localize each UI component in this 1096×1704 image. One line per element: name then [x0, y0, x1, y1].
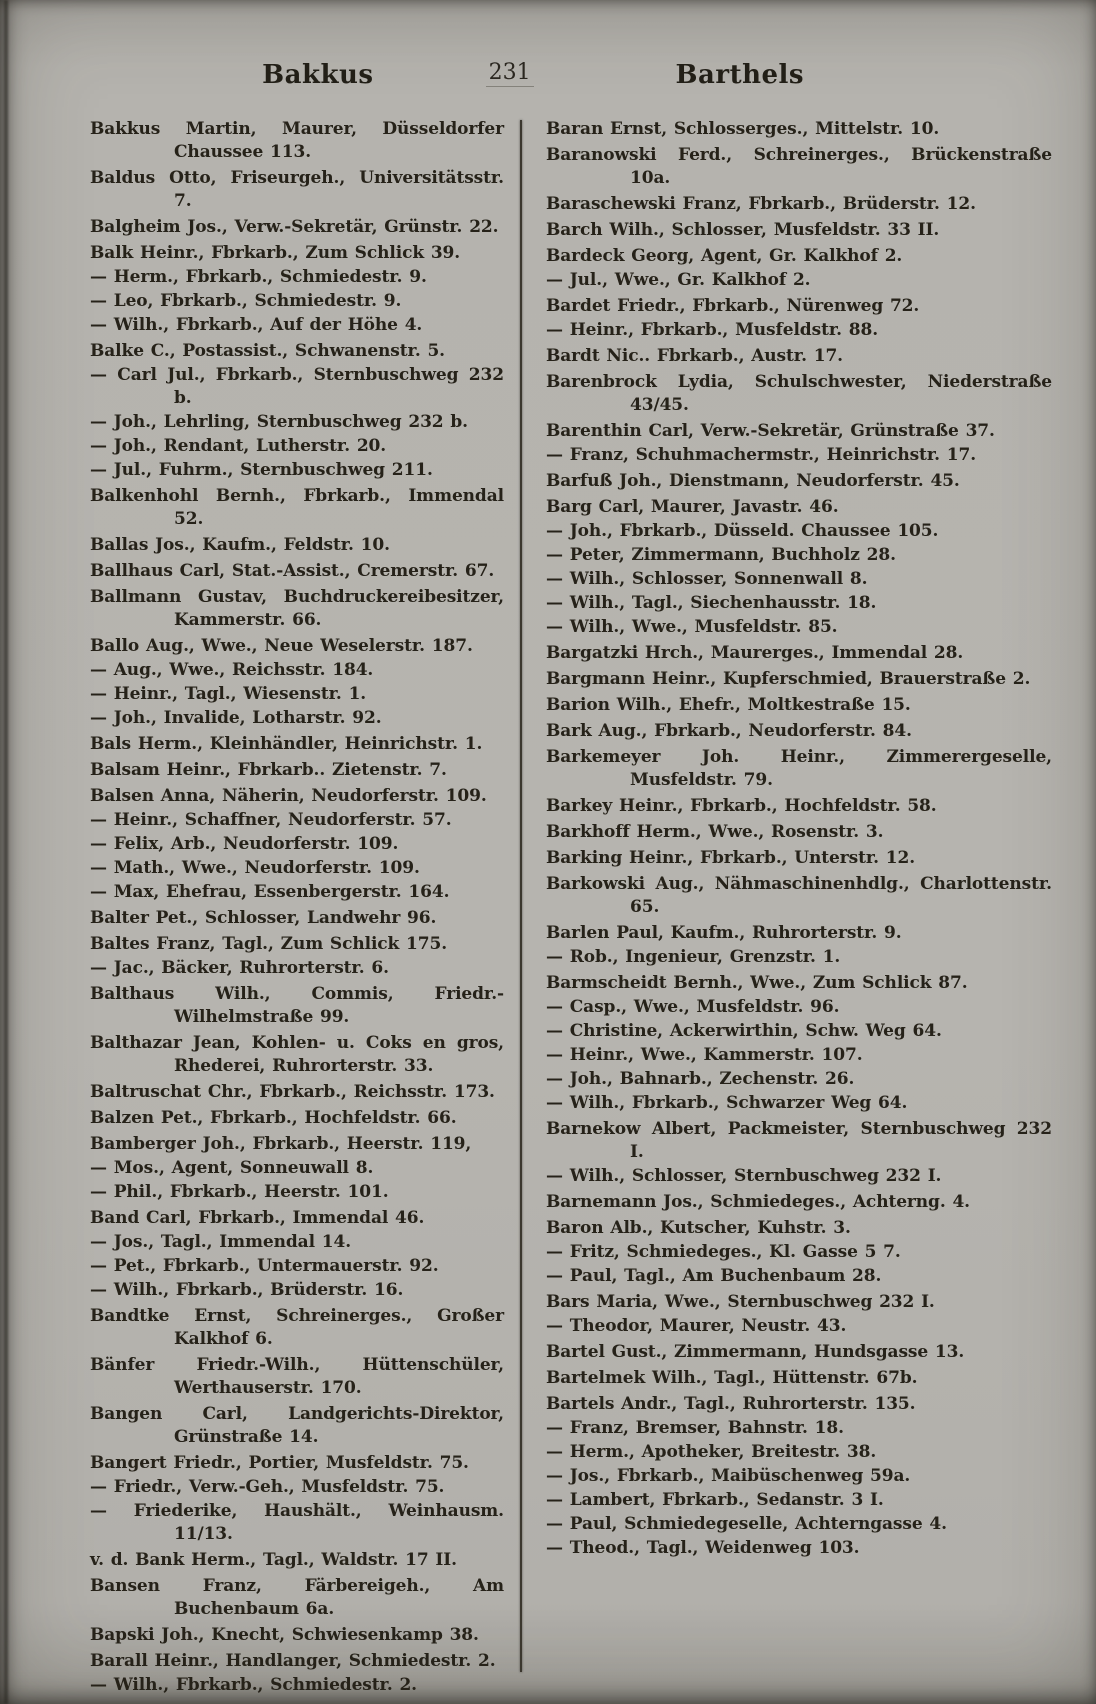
directory-entry: Bals Herm., Kleinhändler, Heinrichstr. 1. — [90, 734, 483, 754]
directory-entry: — Mos., Agent, Sonneuwall 8. — [90, 1158, 374, 1178]
directory-columns — [0, 104, 1096, 1698]
directory-entry: Bartels Andr., Tagl., Ruhrorterstr. 135. — [546, 1394, 916, 1414]
directory-entry: — Felix, Arb., Neudorferstr. 109. — [90, 834, 399, 854]
directory-entry: — Jos., Fbrkarb., Maibüschenweg 59a. — [546, 1466, 911, 1486]
directory-entry: Barenbrock Lydia, Schulschwester, Niederstraße 43/45. — [546, 372, 1052, 415]
directory-entry: Band Carl, Fbrkarb., Immendal 46. — [90, 1208, 425, 1228]
column-divider — [520, 120, 522, 1672]
directory-entry: Bargatzki Hrch., Maurerges., Immendal 28. — [546, 643, 964, 663]
header-guideword-left: Bakkus — [262, 60, 374, 90]
directory-entry: Bardet Friedr., Fbrkarb., Nürenweg 72. — [546, 296, 920, 316]
directory-entry: Barg Carl, Maurer, Javastr. 46. — [546, 497, 839, 517]
directory-entry: — Wilh., Fbrkarb., Brüderstr. 16. — [90, 1280, 404, 1300]
directory-entry: Baran Ernst, Schlosserges., Mittelstr. 10. — [546, 119, 940, 139]
directory-entry: — Christine, Ackerwirthin, Schw. Weg 64. — [546, 1021, 942, 1041]
directory-entry: v. d. Bank Herm., Tagl., Waldstr. 17 II. — [90, 1550, 457, 1570]
directory-entry: Barkey Heinr., Fbrkarb., Hochfeldstr. 58. — [546, 796, 937, 816]
directory-entry: — Jac., Bäcker, Ruhrorterstr. 6. — [90, 958, 389, 978]
directory-entry: Barnemann Jos., Schmiedeges., Achterng. 4. — [546, 1192, 971, 1212]
directory-entry: Bargmann Heinr., Kupferschmied, Brauerstraße 2. — [546, 669, 1031, 689]
directory-entry: — Wilh., Tagl., Siechenhausstr. 18. — [546, 593, 877, 613]
directory-entry: Balgheim Jos., Verw.-Sekretär, Grünstr. 22. — [90, 217, 499, 237]
directory-entry: Barall Heinr., Handlanger, Schmiedestr. 2. — [90, 1651, 496, 1671]
directory-entry: — Max, Ehefrau, Essenbergerstr. 164. — [90, 882, 450, 902]
directory-entry: Balzen Pet., Fbrkarb., Hochfeldstr. 66. — [90, 1108, 457, 1128]
directory-entry: Bamberger Joh., Fbrkarb., Heerstr. 119, — [90, 1134, 472, 1154]
directory-entry: — Wilh., Wwe., Musfeldstr. 85. — [546, 617, 838, 637]
directory-entry: Bardeck Georg, Agent, Gr. Kalkhof 2. — [546, 246, 903, 266]
directory-entry: Ballas Jos., Kaufm., Feldstr. 10. — [90, 535, 390, 555]
directory-entry: Bardt Nic.. Fbrkarb., Austr. 17. — [546, 346, 843, 366]
directory-entry: — Peter, Zimmermann, Buchholz 28. — [546, 545, 896, 565]
directory-entry: Bangert Friedr., Portier, Musfeldstr. 75. — [90, 1453, 469, 1473]
directory-entry: — Joh., Fbrkarb., Düsseld. Chaussee 105. — [546, 521, 939, 541]
directory-entry: — Leo, Fbrkarb., Schmiedestr. 9. — [90, 291, 402, 311]
directory-entry: — Theod., Tagl., Weidenweg 103. — [546, 1538, 860, 1558]
directory-entry: Baranowski Ferd., Schreinerges., Brückenstraße 10a. — [546, 145, 1052, 188]
directory-entry: Balsen Anna, Näherin, Neudorferstr. 109. — [90, 786, 487, 806]
directory-entry: Bartelmek Wilh., Tagl., Hüttenstr. 67b. — [546, 1368, 918, 1388]
directory-entry: Bark Aug., Fbrkarb., Neudorferstr. 84. — [546, 721, 912, 741]
directory-entry: — Pet., Fbrkarb., Untermauerstr. 92. — [90, 1256, 439, 1276]
directory-entry: Baltes Franz, Tagl., Zum Schlick 175. — [90, 934, 448, 954]
directory-entry: — Franz, Schuhmachermstr., Heinrichstr. 17. — [546, 445, 977, 465]
directory-entry: Baron Alb., Kutscher, Kuhstr. 3. — [546, 1218, 851, 1238]
directory-entry: Barkowski Aug., Nähmaschinenhdlg., Charlottenstr. 65. — [546, 874, 1052, 917]
directory-entry: Balthazar Jean, Kohlen- u. Coks en gros, Rhederei, Ruhrorterstr. 33. — [90, 1033, 504, 1076]
directory-entry: Balsam Heinr., Fbrkarb.. Zietenstr. 7. — [90, 760, 447, 780]
directory-entry: Bars Maria, Wwe., Sternbuschweg 232 I. — [546, 1292, 935, 1312]
directory-entry: — Wilh., Fbrkarb., Schwarzer Weg 64. — [546, 1093, 908, 1113]
directory-entry: — Jul., Fuhrm., Sternbuschweg 211. — [90, 460, 433, 480]
right-column — [546, 118, 1052, 1698]
directory-entry: Barkemeyer Joh. Heinr., Zimmerergeselle, Musfeldstr. 79. — [546, 747, 1052, 790]
directory-entry: Bansen Franz, Färbereigeh., Am Buchenbaum 6a. — [90, 1576, 504, 1619]
directory-entry: — Paul, Schmiedegeselle, Achterngasse 4. — [546, 1514, 947, 1534]
directory-entry: — Math., Wwe., Neudorferstr. 109. — [90, 858, 420, 878]
directory-entry: Barch Wilh., Schlosser, Musfeldstr. 33 II. — [546, 220, 940, 240]
directory-entry: — Heinr., Tagl., Wiesenstr. 1. — [90, 684, 367, 704]
directory-entry: Ballmann Gustav, Buchdruckereibesitzer, Kammerstr. 66. — [90, 587, 504, 630]
directory-entry: — Lambert, Fbrkarb., Sedanstr. 3 I. — [546, 1490, 884, 1510]
directory-entry: — Joh., Lehrling, Sternbuschweg 232 b. — [90, 412, 468, 432]
directory-entry: Barfuß Joh., Dienstmann, Neudorferstr. 45. — [546, 471, 960, 491]
directory-entry: Bakkus Martin, Maurer, Düsseldorfer Chaussee 113. — [90, 119, 504, 162]
directory-entry: Balke C., Postassist., Schwanenstr. 5. — [90, 341, 446, 361]
directory-entry: — Heinr., Schaffner, Neudorferstr. 57. — [90, 810, 452, 830]
directory-entry: — Franz, Bremser, Bahnstr. 18. — [546, 1418, 844, 1438]
directory-entry: Barking Heinr., Fbrkarb., Unterstr. 12. — [546, 848, 916, 868]
directory-entry: Baraschewski Franz, Fbrkarb., Brüderstr. 12. — [546, 194, 976, 214]
directory-entry: — Casp., Wwe., Musfeldstr. 96. — [546, 997, 840, 1017]
directory-entry: — Wilh., Schlosser, Sonnenwall 8. — [546, 569, 868, 589]
directory-entry: — Phil., Fbrkarb., Heerstr. 101. — [90, 1182, 389, 1202]
directory-entry: — Aug., Wwe., Reichsstr. 184. — [90, 660, 374, 680]
directory-entry: — Heinr., Wwe., Kammerstr. 107. — [546, 1045, 863, 1065]
directory-entry: Bartel Gust., Zimmermann, Hundsgasse 13. — [546, 1342, 965, 1362]
directory-entry: Barlen Paul, Kaufm., Ruhrorterstr. 9. — [546, 923, 902, 943]
directory-entry: Barion Wilh., Ehefr., Moltkestraße 15. — [546, 695, 911, 715]
directory-entry: Barkhoff Herm., Wwe., Rosenstr. 3. — [546, 822, 884, 842]
directory-entry: — Herm., Fbrkarb., Schmiedestr. 9. — [90, 267, 427, 287]
directory-entry: — Joh., Bahnarb., Zechenstr. 26. — [546, 1069, 855, 1089]
directory-entry: — Heinr., Fbrkarb., Musfeldstr. 88. — [546, 320, 879, 340]
directory-entry: — Wilh., Fbrkarb., Auf der Höhe 4. — [90, 315, 423, 335]
directory-entry: — Carl Jul., Fbrkarb., Sternbuschweg 232 b. — [90, 365, 504, 408]
directory-entry: Balkenhohl Bernh., Fbrkarb., Immendal 52. — [90, 486, 504, 529]
directory-entry: — Jul., Wwe., Gr. Kalkhof 2. — [546, 270, 811, 290]
header-page-number: 231 — [486, 60, 534, 87]
directory-entry: Bapski Joh., Knecht, Schwiesenkamp 38. — [90, 1625, 479, 1645]
directory-entry: Baltruschat Chr., Fbrkarb., Reichsstr. 173. — [90, 1082, 495, 1102]
directory-entry: — Friedr., Verw.-Geh., Musfeldstr. 75. — [90, 1477, 445, 1497]
directory-entry: — Wilh., Schlosser, Sternbuschweg 232 I. — [546, 1166, 942, 1186]
directory-entry: — Jos., Tagl., Immendal 14. — [90, 1232, 352, 1252]
directory-entry: Balthaus Wilh., Commis, Friedr.-Wilhelmstraße 99. — [90, 984, 504, 1027]
directory-entry: Barnekow Albert, Packmeister, Sternbuschweg 232 I. — [546, 1119, 1052, 1162]
directory-entry: — Friederike, Haushält., Weinhausm. 11/13. — [90, 1501, 504, 1544]
directory-entry: — Theodor, Maurer, Neustr. 43. — [546, 1316, 847, 1336]
header-guideword-right: Barthels — [675, 60, 805, 90]
directory-entry: Ballo Aug., Wwe., Neue Weselerstr. 187. — [90, 636, 473, 656]
directory-entry: — Fritz, Schmiedeges., Kl. Gasse 5 7. — [546, 1242, 901, 1262]
left-column — [90, 118, 504, 1698]
directory-entry: Barmscheidt Bernh., Wwe., Zum Schlick 87. — [546, 973, 968, 993]
directory-entry: Bangen Carl, Landgerichts-Direktor, Grünstraße 14. — [90, 1404, 504, 1447]
directory-entry: — Rob., Ingenieur, Grenzstr. 1. — [546, 947, 841, 967]
directory-entry: Bänfer Friedr.-Wilh., Hüttenschüler, Werthauserstr. 170. — [90, 1355, 504, 1398]
directory-entry: — Herm., Apotheker, Breitestr. 38. — [546, 1442, 877, 1462]
directory-entry: — Wilh., Fbrkarb., Schmiedestr. 2. — [90, 1675, 418, 1695]
directory-entry: Balk Heinr., Fbrkarb., Zum Schlick 39. — [90, 243, 461, 263]
directory-entry: — Joh., Invalide, Lotharstr. 92. — [90, 708, 382, 728]
page-header — [0, 60, 1096, 104]
directory-entry: Ballhaus Carl, Stat.-Assist., Cremerstr. 67. — [90, 561, 495, 581]
directory-entry: Baldus Otto, Friseurgeh., Universitätsstr. 7. — [90, 168, 504, 211]
directory-entry: Bandtke Ernst, Schreinerges., Großer Kalkhof 6. — [90, 1306, 504, 1349]
directory-entry: Balter Pet., Schlosser, Landwehr 96. — [90, 908, 437, 928]
directory-entry: — Paul, Tagl., Am Buchenbaum 28. — [546, 1266, 882, 1286]
directory-entry: — Joh., Rendant, Lutherstr. 20. — [90, 436, 387, 456]
directory-entry: Barenthin Carl, Verw.-Sekretär, Grünstraße 37. — [546, 421, 995, 441]
